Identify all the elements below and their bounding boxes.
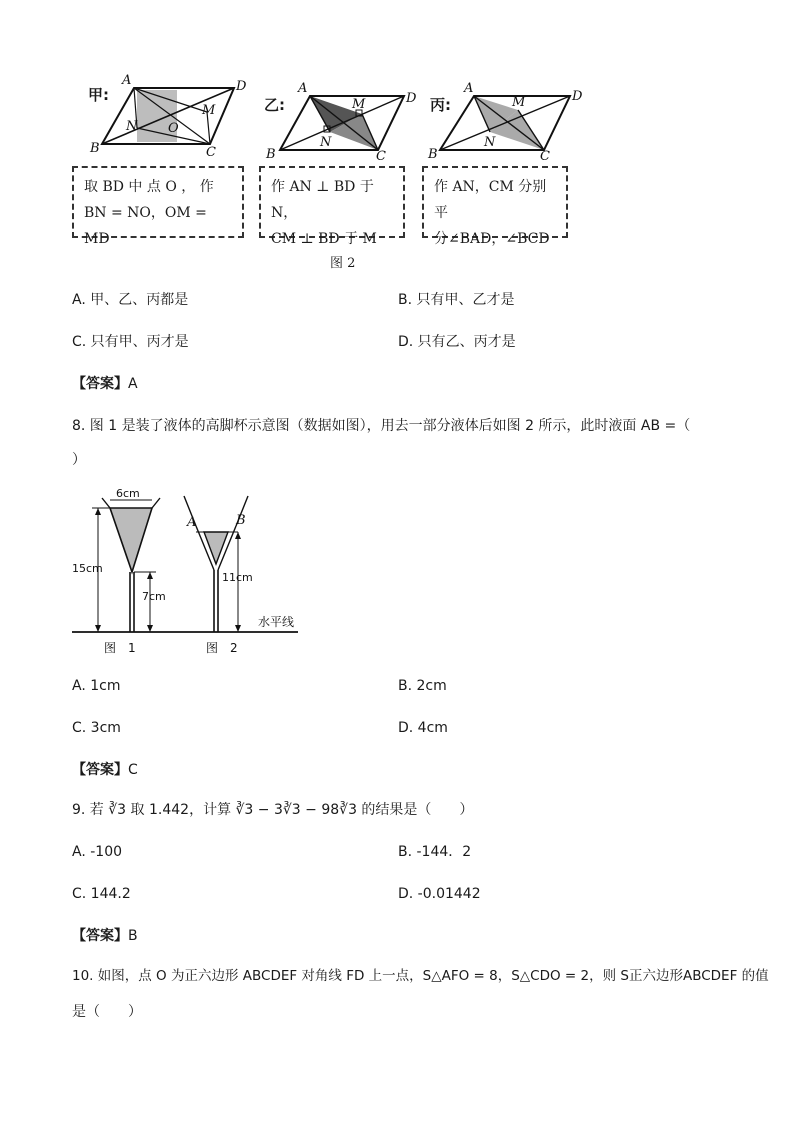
q9-option-b[interactable]: B. -144．2 — [398, 844, 472, 860]
point-a: A — [187, 515, 197, 530]
point-label: B — [428, 147, 438, 160]
q7-answer — [72, 374, 138, 394]
point-label: M — [202, 103, 216, 118]
point-label: N — [320, 135, 332, 150]
point-label: M — [352, 97, 366, 112]
point-label: A — [122, 73, 132, 88]
q7-option-c[interactable]: C. 只有甲、丙才是 — [72, 334, 189, 350]
q8-option-d[interactable]: D. 4cm — [398, 720, 448, 736]
point-label: O — [168, 121, 179, 136]
q7-option-a[interactable]: A. 甲、乙、丙都是 — [72, 292, 189, 308]
q7-option-d[interactable]: D. 只有乙、丙才是 — [398, 334, 516, 350]
fig2-label: 图 2 — [206, 641, 238, 655]
answer-value: B — [128, 928, 138, 944]
q10-stem-line1: 10. 如图，点 O 为正六边形 ABCDEF 对角线 FD 上一点，S△AFO = 8，S△CDO = 2，则 S正六边形ABCDEF 的值 — [72, 968, 769, 984]
q8-option-a[interactable]: A. 1cm — [72, 678, 121, 694]
q7-figure-yi — [262, 80, 422, 160]
point-label: D — [406, 91, 417, 106]
fig1-label: 图 1 — [104, 641, 136, 655]
q8-stem-line1: 8. 图 1 是装了液体的高脚杯示意图（数据如图），用去一部分液体后如图 2 所示，此时液面 AB =（ — [72, 418, 691, 434]
label-15cm: 15cm — [72, 562, 103, 575]
q8-answer — [72, 760, 138, 780]
fig-tag-yi: 乙: — [264, 96, 285, 114]
parallelogram-yi-diagram — [262, 80, 422, 160]
point-label: C — [206, 145, 216, 156]
point-label: A — [464, 81, 474, 96]
q8-stem-line2: ） — [72, 452, 86, 468]
answer-tag: 【答案】 — [72, 376, 128, 392]
q7-figure-bing — [426, 80, 586, 160]
q7-option-b[interactable]: B. 只有甲、乙才是 — [398, 292, 515, 308]
q8-figure — [72, 484, 302, 660]
fig-tag-jia: 甲: — [88, 86, 109, 104]
point-label: N — [126, 119, 138, 134]
label-6cm: 6cm — [116, 487, 140, 500]
q9-answer — [72, 926, 138, 946]
answer-tag: 【答案】 — [72, 928, 128, 944]
q9-option-a[interactable]: A. -100 — [72, 844, 123, 860]
method-box-yi: 作 AN ⊥ BD 于 N， CM ⊥ BD 于 M — [259, 166, 405, 238]
goblet-diagram — [72, 484, 302, 660]
figure-caption: 图 2 — [330, 256, 356, 271]
q9-stem: 9. 若 ∛3 取 1.442，计算 ∛3 − 3∛3 − 98∛3 的结果是（ ） — [72, 802, 474, 818]
method-box-jia: 取 BD 中 点 O ， 作 BN = NO，OM = MD — [72, 166, 244, 238]
q7-figure-jia — [82, 72, 254, 156]
point-label: N — [484, 135, 496, 150]
answer-tag: 【答案】 — [72, 762, 128, 778]
fig-tag-bing: 丙: — [430, 96, 451, 114]
q8-option-c[interactable]: C. 3cm — [72, 720, 121, 736]
horizon-label: 水平线 — [258, 615, 295, 629]
point-label: C — [540, 149, 550, 160]
label-7cm: 7cm — [142, 590, 166, 603]
parallelogram-bing-diagram — [426, 80, 586, 160]
point-label: A — [298, 81, 308, 96]
point-label: D — [236, 79, 247, 94]
point-label: D — [572, 89, 583, 104]
q9-option-d[interactable]: D. -0.01442 — [398, 886, 481, 902]
label-11cm: 11cm — [222, 571, 253, 584]
point-label: B — [90, 141, 100, 156]
point-label: C — [376, 149, 386, 160]
point-b: B — [236, 513, 246, 528]
answer-value: A — [128, 376, 138, 392]
point-label: B — [266, 147, 276, 160]
q10-stem-line2: 是（ ） — [72, 1004, 142, 1020]
q8-option-b[interactable]: B. 2cm — [398, 678, 447, 694]
point-label: M — [512, 95, 526, 110]
answer-value: C — [128, 762, 138, 778]
q9-option-c[interactable]: C. 144.2 — [72, 886, 131, 902]
method-box-bing: 作 AN，CM 分别平 分∠BAD，∠BCD — [422, 166, 568, 238]
